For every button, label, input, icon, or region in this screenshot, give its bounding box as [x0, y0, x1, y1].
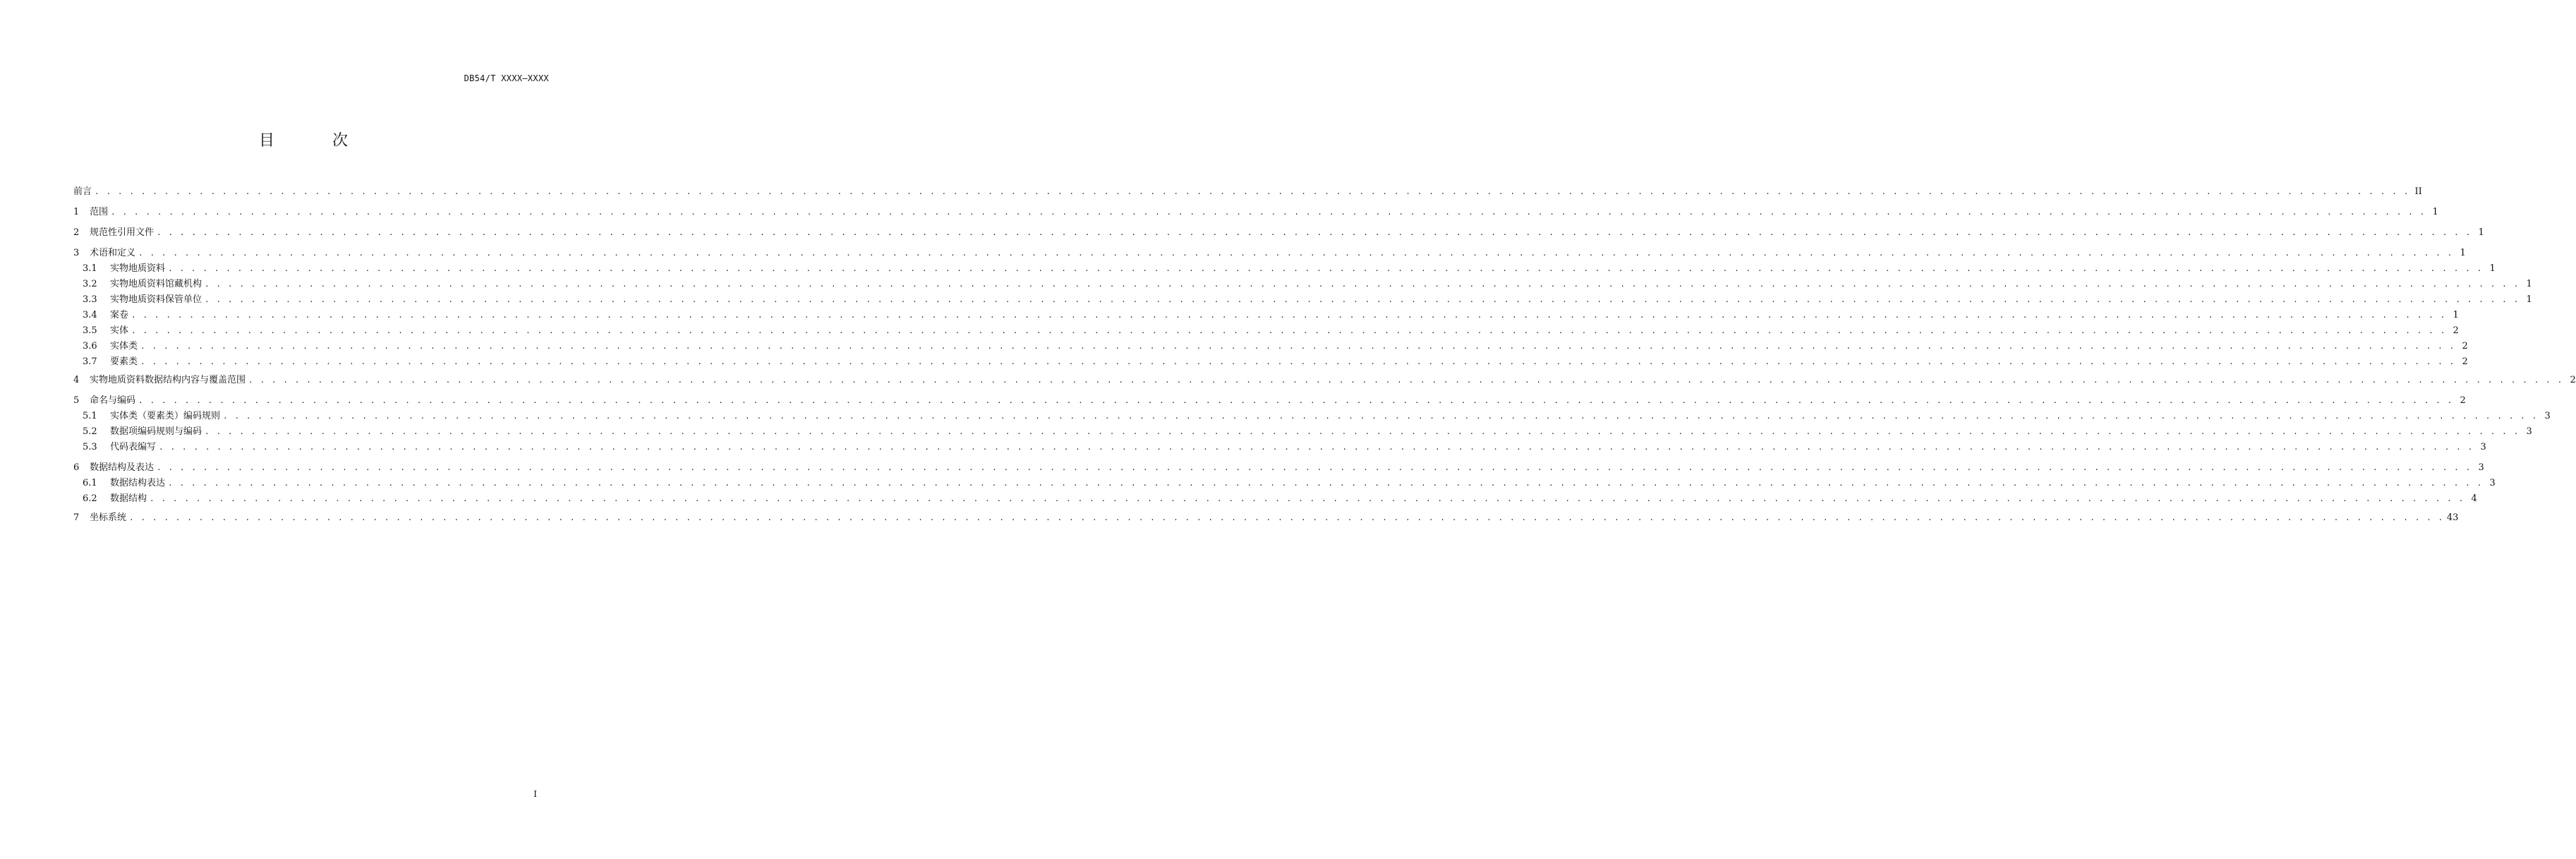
toc-entry-page: 2 — [2460, 395, 2466, 406]
toc-entry-title: 数据项编码规则与编码 — [110, 426, 202, 437]
toc-entry-page: 4 — [2471, 493, 2477, 504]
table-of-contents — [73, 0, 2576, 859]
toc-entry-number: 6.2 — [83, 493, 97, 504]
toc-entry-page: 1 — [2478, 227, 2484, 238]
toc-entry-number: 2 — [73, 227, 80, 238]
dot-leader: . . . . . . . . . . . . . . . . . . . . . . . . . . . . . . . . . . . . . . . . . . . . . . . . . . . . . . . . . . . . . . . . . . . . . . . . . . . . . . . . . . . . . . . . . . . . . . . . . . . . . . . . . . . . . . . . . . . . . . . . . . . . . . . . . . . . . . . . . . . . . . . . . . . . . . . . . . . . . . . . . . . . . . . . . . . . . . . . . . . . . . . . . . . . . . . . . . . . . . . . — [205, 295, 2520, 304]
dot-leader: . . . . . . . . . . . . . . . . . . . . . . . . . . . . . . . . . . . . . . . . . . . . . . . . . . . . . . . . . . . . . . . . . . . . . . . . . . . . . . . . . . . . . . . . . . . . . . . . . . . . . . . . . . . . . . . . . . . . . . . . . . . . . . . . . . . . . . . . . . . . . . . . . . . . . . . . . . . . . . . . . . . . . . . . . . . . . . . . . . . . . . . . . . . . . . . . . . . . . . . . — [168, 264, 2483, 273]
document-code: DB54/T XXXX—XXXX — [464, 73, 549, 83]
toc-entry-page: 2 — [2462, 356, 2468, 367]
toc-entry[interactable] — [73, 207, 2438, 218]
toc-entry-page: 1 — [2526, 279, 2532, 289]
toc-entry-title: 坐标系统 — [90, 512, 127, 523]
toc-entry-page: 1 — [2460, 248, 2466, 258]
toc-entry-page: 1 — [2489, 263, 2496, 274]
toc-entry-title: 实物地质资料保管单位 — [110, 294, 202, 305]
toc-entry[interactable] — [73, 426, 2532, 438]
dot-leader: . . . . . . . . . . . . . . . . . . . . . . . . . . . . . . . . . . . . . . . . . . . . . . . . . . . . . . . . . . . . . . . . . . . . . . . . . . . . . . . . . . . . . . . . . . . . . . . . . . . . . . . . . . . . . . . . . . . . . . . . . . . . . . . . . . . . . . . . . . . . . . . . . . . . . . . . . . . . . . . . . . . . . . . . . . . . . . . . . . . . . . . . . . . . . . . . . . . . . . . . — [138, 396, 2453, 405]
toc-entry-number: 1 — [73, 207, 80, 217]
toc-entry[interactable] — [73, 375, 2576, 386]
toc-entry[interactable] — [73, 263, 2496, 275]
dot-leader: . . . . . . . . . . . . . . . . . . . . . . . . . . . . . . . . . . . . . . . . . . . . . . . . . . . . . . . . . . . . . . . . . . . . . . . . . . . . . . . . . . . . . . . . . . . . . . . . . . . . . . . . . . . . . . . . . . . . . . . . . . . . . . . . . . . . . . . . . . . . . . . . . . . . . . . . . . . . . . . . . . . . . . . . . . . . . . . . . . . . . . . . . . . . . . . . . . . . . . . . — [159, 443, 2474, 452]
toc-entry-page: 2 — [2570, 375, 2576, 385]
toc-entry-title: 实物地质资料数据结构内容与覆盖范围 — [90, 375, 246, 385]
dot-leader: . . . . . . . . . . . . . . . . . . . . . . . . . . . . . . . . . . . . . . . . . . . . . . . . . . . . . . . . . . . . . . . . . . . . . . . . . . . . . . . . . . . . . . . . . . . . . . . . . . . . . . . . . . . . . . . . . . . . . . . . . . . . . . . . . . . . . . . . . . . . . . . . . . . . . . . . . . . . . . . . . . . . . . . . . . . . . . . . . . . . . . . . . . . . . . . . . . . . . . . . — [95, 187, 2409, 196]
dot-leader: . . . . . . . . . . . . . . . . . . . . . . . . . . . . . . . . . . . . . . . . . . . . . . . . . . . . . . . . . . . . . . . . . . . . . . . . . . . . . . . . . . . . . . . . . . . . . . . . . . . . . . . . . . . . . . . . . . . . . . . . . . . . . . . . . . . . . . . . . . . . . . . . . . . . . . . . . . . . . . . . . . . . . . . . . . . . . . . . . . . . . . . . . . . . . . . . . . . . . . . . — [248, 376, 2563, 385]
toc-entry-number: 5.1 — [83, 411, 97, 421]
dot-leader: . . . . . . . . . . . . . . . . . . . . . . . . . . . . . . . . . . . . . . . . . . . . . . . . . . . . . . . . . . . . . . . . . . . . . . . . . . . . . . . . . . . . . . . . . . . . . . . . . . . . . . . . . . . . . . . . . . . . . . . . . . . . . . . . . . . . . . . . . . . . . . . . . . . . . . . . . . . . . . . . . . . . . . . . . . . . . . . . . . . . . . . . . . . . . . . . . . . . . . . . — [205, 280, 2520, 289]
dot-leader: . . . . . . . . . . . . . . . . . . . . . . . . . . . . . . . . . . . . . . . . . . . . . . . . . . . . . . . . . . . . . . . . . . . . . . . . . . . . . . . . . . . . . . . . . . . . . . . . . . . . . . . . . . . . . . . . . . . . . . . . . . . . . . . . . . . . . . . . . . . . . . . . . . . . . . . . . . . . . . . . . . . . . . . . . . . . . . . . . . . . . . . . . . . . . . . . . . . . . . . . — [157, 228, 2472, 237]
toc-entry-title: 实体类 — [110, 341, 138, 352]
toc-entry-title: 实体类（要素类）编码规则 — [110, 411, 221, 421]
toc-entry-number: 5.2 — [83, 426, 97, 437]
toc-entry[interactable] — [73, 341, 2468, 352]
toc-entry-page: 3 — [2478, 462, 2484, 473]
toc-entry-title: 数据结构表达 — [110, 478, 166, 488]
dot-leader: . . . . . . . . . . . . . . . . . . . . . . . . . . . . . . . . . . . . . . . . . . . . . . . . . . . . . . . . . . . . . . . . . . . . . . . . . . . . . . . . . . . . . . . . . . . . . . . . . . . . . . . . . . . . . . . . . . . . . . . . . . . . . . . . . . . . . . . . . . . . . . . . . . . . . . . . . . . . . . . . . . . . . . . . . . . . . . . . . . . . . . . . . . . . . . . . . . . . . . . . — [131, 311, 2446, 320]
toc-entry[interactable] — [73, 493, 2477, 505]
toc-entry-title: 实物地质资料馆藏机构 — [110, 279, 202, 289]
dot-leader: . . . . . . . . . . . . . . . . . . . . . . . . . . . . . . . . . . . . . . . . . . . . . . . . . . . . . . . . . . . . . . . . . . . . . . . . . . . . . . . . . . . . . . . . . . . . . . . . . . . . . . . . . . . . . . . . . . . . . . . . . . . . . . . . . . . . . . . . . . . . . . . . . . . . . . . . . . . . . . . . . . . . . . . . . . . . . . . . . . . . . . . . . . . . . . . . . . . . . . . . — [205, 427, 2520, 436]
dot-leader: . . . . . . . . . . . . . . . . . . . . . . . . . . . . . . . . . . . . . . . . . . . . . . . . . . . . . . . . . . . . . . . . . . . . . . . . . . . . . . . . . . . . . . . . . . . . . . . . . . . . . . . . . . . . . . . . . . . . . . . . . . . . . . . . . . . . . . . . . . . . . . . . . . . . . . . . . . . . . . . . . . . . . . . . . . . . . . . . . . . . . . . . . . . . . . . . . . . . . . . . — [131, 326, 2446, 335]
toc-entry-title: 要素类 — [110, 356, 138, 367]
toc-entry[interactable] — [73, 411, 2551, 422]
page-number: I — [533, 789, 537, 799]
toc-entry-number: 5 — [73, 395, 80, 406]
toc-entry-title: 数据结构及表达 — [90, 462, 155, 473]
toc-entry[interactable] — [73, 395, 2466, 407]
toc-entry-page: II — [2414, 186, 2422, 197]
toc-entry-number: 4 — [73, 375, 80, 385]
toc-entry-page: 2 — [2462, 341, 2468, 352]
toc-entry[interactable] — [73, 478, 2496, 489]
toc-entry-number: 3.1 — [83, 263, 97, 274]
dot-leader: . . . . . . . . . . . . . . . . . . . . . . . . . . . . . . . . . . . . . . . . . . . . . . . . . . . . . . . . . . . . . . . . . . . . . . . . . . . . . . . . . . . . . . . . . . . . . . . . . . . . . . . . . . . . . . . . . . . . . . . . . . . . . . . . . . . . . . . . . . . . . . . . . . . . . . . . . . . . . . . . . . . . . . . . . . . . . . . . . . . . . . . . . . . . . . . . . . . . . . . . — [223, 412, 2538, 421]
toc-entry-page: 1 — [2432, 207, 2438, 217]
toc-entry-number: 3.6 — [83, 341, 97, 352]
toc-entry-page: 3 — [2526, 426, 2532, 437]
toc-entry-page: 1 — [2453, 310, 2459, 320]
toc-entry-title: 规范性引用文件 — [90, 227, 155, 238]
toc-entry-title: 实体 — [110, 325, 129, 336]
toc-entry-title: 前言 — [73, 186, 92, 197]
toc-entry-title: 范围 — [90, 207, 109, 217]
toc-entry[interactable] — [73, 462, 2484, 474]
toc-entry-number: 6 — [73, 462, 80, 473]
toc-entry-number: 3.5 — [83, 325, 97, 336]
dot-leader: . . . . . . . . . . . . . . . . . . . . . . . . . . . . . . . . . . . . . . . . . . . . . . . . . . . . . . . . . . . . . . . . . . . . . . . . . . . . . . . . . . . . . . . . . . . . . . . . . . . . . . . . . . . . . . . . . . . . . . . . . . . . . . . . . . . . . . . . . . . . . . . . . . . . . . . . . . . . . . . . . . . . . . . . . . . . . . . . . . . . . . . . . . . . . . . . . . . . . . . . — [138, 248, 2453, 258]
toc-entry-number: 3.2 — [83, 279, 97, 289]
dot-leader: . . . . . . . . . . . . . . . . . . . . . . . . . . . . . . . . . . . . . . . . . . . . . . . . . . . . . . . . . . . . . . . . . . . . . . . . . . . . . . . . . . . . . . . . . . . . . . . . . . . . . . . . . . . . . . . . . . . . . . . . . . . . . . . . . . . . . . . . . . . . . . . . . . . . . . . . . . . . . . . . . . . . . . . . . . . . . . . . . . . . . . . . . . . . . . . . . . . . . . . . — [111, 208, 2426, 217]
toc-entry[interactable] — [73, 186, 2422, 198]
toc-entry-title: 术语和定义 — [90, 248, 136, 258]
toc-entry[interactable] — [73, 248, 2466, 259]
toc-entry-title: 代码表编写 — [110, 442, 157, 452]
toc-entry-page: 3 — [2480, 442, 2486, 452]
dot-leader: . . . . . . . . . . . . . . . . . . . . . . . . . . . . . . . . . . . . . . . . . . . . . . . . . . . . . . . . . . . . . . . . . . . . . . . . . . . . . . . . . . . . . . . . . . . . . . . . . . . . . . . . . . . . . . . . . . . . . . . . . . . . . . . . . . . . . . . . . . . . . . . . . . . . . . . . . . . . . . . . . . . . . . . . . . . . . . . . . . . . . . . . . . . . . . . . . . . . . . . . — [140, 357, 2455, 366]
toc-entry[interactable] — [73, 294, 2532, 306]
page-title: 目 次 — [258, 132, 369, 150]
toc-entry-number: 7 — [73, 512, 80, 523]
toc-entry[interactable] — [73, 325, 2459, 337]
toc-entry-title: 案卷 — [110, 310, 129, 320]
toc-entry[interactable] — [73, 279, 2532, 290]
toc-entry-number: 3 — [73, 248, 80, 258]
dot-leader: . . . . . . . . . . . . . . . . . . . . . . . . . . . . . . . . . . . . . . . . . . . . . . . . . . . . . . . . . . . . . . . . . . . . . . . . . . . . . . . . . . . . . . . . . . . . . . . . . . . . . . . . . . . . . . . . . . . . . . . . . . . . . . . . . . . . . . . . . . . . . . . . . . . . . . . . . . . . . . . . . . . . . . . . . . . . . . . . . . . . . . . . . . . . . . . . . . . . . . . . — [157, 463, 2472, 472]
toc-entry-number: 3.3 — [83, 294, 97, 305]
toc-entry[interactable] — [73, 442, 2486, 453]
toc-entry-page: 43 — [2446, 512, 2459, 523]
toc-entry-number: 6.1 — [83, 478, 97, 488]
toc-entry-page: 3 — [2544, 411, 2551, 421]
toc-entry-page: 1 — [2526, 294, 2532, 305]
toc-entry[interactable] — [73, 310, 2459, 321]
toc-entry-number: 3.7 — [83, 356, 97, 367]
toc-entry[interactable] — [73, 512, 2459, 524]
dot-leader: . . . . . . . . . . . . . . . . . . . . . . . . . . . . . . . . . . . . . . . . . . . . . . . . . . . . . . . . . . . . . . . . . . . . . . . . . . . . . . . . . . . . . . . . . . . . . . . . . . . . . . . . . . . . . . . . . . . . . . . . . . . . . . . . . . . . . . . . . . . . . . . . . . . . . . . . . . . . . . . . . . . . . . . . . . . . . . . . . . . . . . . . . . . . . . . . . . . . . . . . — [168, 479, 2483, 488]
toc-entry[interactable] — [73, 227, 2484, 239]
toc-entry-number: 5.3 — [83, 442, 97, 452]
toc-entry-title: 实物地质资料 — [110, 263, 166, 274]
toc-entry-page: 3 — [2489, 478, 2496, 488]
toc-entry-title: 数据结构 — [110, 493, 147, 504]
dot-leader: . . . . . . . . . . . . . . . . . . . . . . . . . . . . . . . . . . . . . . . . . . . . . . . . . . . . . . . . . . . . . . . . . . . . . . . . . . . . . . . . . . . . . . . . . . . . . . . . . . . . . . . . . . . . . . . . . . . . . . . . . . . . . . . . . . . . . . . . . . . . . . . . . . . . . . . . . . . . . . . . . . . . . . . . . . . . . . . . . . . . . . . . . . . . . . . . . . . . . . . . — [150, 494, 2465, 503]
toc-entry[interactable] — [73, 356, 2468, 368]
toc-entry-page: 2 — [2453, 325, 2459, 336]
dot-leader: . . . . . . . . . . . . . . . . . . . . . . . . . . . . . . . . . . . . . . . . . . . . . . . . . . . . . . . . . . . . . . . . . . . . . . . . . . . . . . . . . . . . . . . . . . . . . . . . . . . . . . . . . . . . . . . . . . . . . . . . . . . . . . . . . . . . . . . . . . . . . . . . . . . . . . . . . . . . . . . . . . . . . . . . . . . . . . . . . . . . . . . . . . . . . . . . . . . . . . . . — [140, 342, 2455, 351]
toc-entry-number: 3.4 — [83, 310, 97, 320]
toc-entry-title: 命名与编码 — [90, 395, 136, 406]
dot-leader: . . . . . . . . . . . . . . . . . . . . . . . . . . . . . . . . . . . . . . . . . . . . . . . . . . . . . . . . . . . . . . . . . . . . . . . . . . . . . . . . . . . . . . . . . . . . . . . . . . . . . . . . . . . . . . . . . . . . . . . . . . . . . . . . . . . . . . . . . . . . . . . . . . . . . . . . . . . . . . . . . . . . . . . . . . . . . . . . . . . . . . . . . . . . . . . . . . . . . . . . — [129, 513, 2444, 522]
